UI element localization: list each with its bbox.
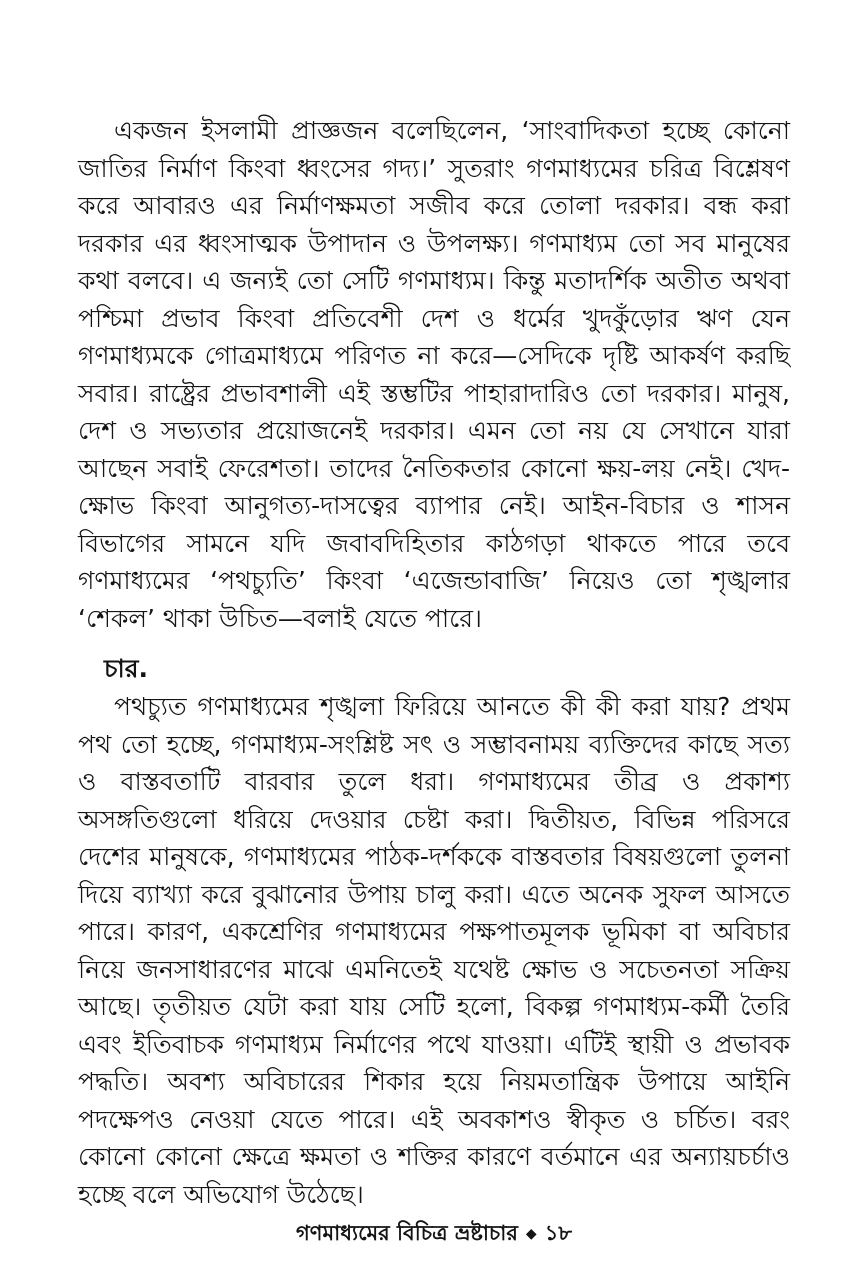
- section-heading: চার.: [104, 654, 148, 683]
- page-number: ১৮: [544, 1221, 572, 1245]
- diamond-separator-icon: ◆: [525, 1226, 537, 1242]
- body-paragraph-2: পথচ্যুত গণমাধ্যমের শৃঙ্খলা ফিরিয়ে আনতে কী কী করা যায়? প্রথম পথ তো হচ্ছে, গণমাধ্যম-সংশ্লিষ্ট সৎ ও সম্ভাবনাময় ব্যক্তিদের কাছে সত্য ও বাস্তবতাটি বারবার তুলে ধরা। গণমাধ্যমের তীব্র ও প্রকাশ্য অসঙ্গতিগুলো ধরিয়ে দেওয়ার চেষ্টা করা। দ্বিতীয়ত, বিভিন্ন পরিসরে দেশের মানুষকে, গণমাধ্যমের পাঠক-দর্শককে বাস্তবতার বিষয়গুলো তুলনা দিয়ে ব্যাখ্যা করে বুঝানোর উপায় চালু করা। এতে অনেক সুফল আসতে পারে। কারণ, একশ্রেণির গণমাধ্যমের পক্ষপাতমূলক ভূমিকা বা অবিচার নিয়ে জনসাধারণের মাঝে এমনিতেই যথেষ্ট ক্ষোভ ও সচেতনতা সক্রিয় আছে। তৃতীয়ত যেটা করা যায় সেটি হলো, বিকল্প গণমাধ্যম-কর্মী তৈরি এবং ইতিবাচক গণমাধ্যম নির্মাণের পথে যাওয়া। এটিই স্থায়ী ও প্রভাবক পদ্ধতি। অবশ্য অবিচারের শিকার হয়ে নিয়মতান্ত্রিক উপায়ে আইনি পদক্ষেপও নেওয়া যেতে পারে। এই অবকাশও স্বীকৃত ও চর্চিত। বরং কোনো কোনো ক্ষেত্রে ক্ষমতা ও শক্তির কারণে বর্তমানে এর অন্যায়চর্চাও হচ্ছে বলে অভিযোগ উঠেছে।: [78, 692, 790, 1209]
- body-paragraph-1: একজন ইসলামী প্রাজ্ঞজন বলেছিলেন, ‘সাংবাদিকতা হচ্ছে কোনো জাতির নির্মাণ কিংবা ধ্বংসের গদ্য।’ সুতরাং গণমাধ্যমের চরিত্র বিশ্লেষণ করে আবারও এর নির্মাণক্ষমতা সজীব করে তোলা দরকার। বন্ধ করা দরকার এর ধ্বংসাত্মক উপাদান ও উপলক্ষ্য। গণমাধ্যম তো সব মানুষের কথা বলবে। এ জন্যই তো সেটি গণমাধ্যম। কিন্তু মতাদর্শিক অতীত অথবা পশ্চিমা প্রভাব কিংবা প্রতিবেশী দেশ ও ধর্মের খুদকুঁড়োর ঋণ যেন গণমাধ্যমকে গোত্রমাধ্যমে পরিণত না করে—সেদিকে দৃষ্টি আকর্ষণ করছি সবার। রাষ্ট্রের প্রভাবশালী এই স্তম্ভটির পাহারাদারিও তো দরকার। মানুষ, দেশ ও সভ্যতার প্রয়োজনেই দরকার। এমন তো নয় যে সেখানে যারা আছেন সবাই ফেরেশতা। তাদের নৈতিকতার কোনো ক্ষয়-লয় নেই। খেদ-ক্ষোভ কিংবা আনুগত্য-দাসত্বের ব্যাপার নেই। আইন-বিচার ও শাসন বিভাগের সামনে যদি জবাবদিহিতার কাঠগড়া থাকতে পারে তবে গণমাধ্যমের ‘পথচ্যুতি’ কিংবা ‘এজেন্ডাবাজি’ নিয়েও তো শৃঙ্খলার ‘শেকল’ থাকা উচিত—বলাই যেতে পারে।: [78, 116, 790, 633]
- page-footer: [0, 1218, 868, 1249]
- running-title: গণমাধ্যমের বিচিত্র ভ্রষ্টাচার: [296, 1221, 518, 1245]
